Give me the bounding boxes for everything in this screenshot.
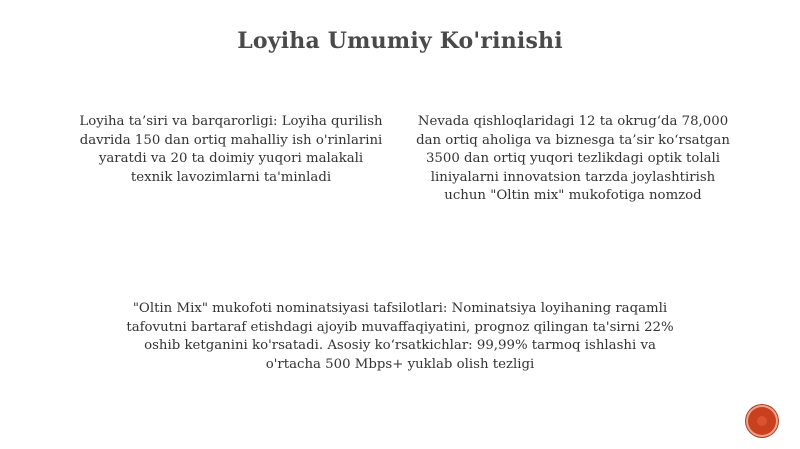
- text-block-impact: Loyiha ta’siri va barqarorligi: Loyiha qurilish davrida 150 dan ortiq mahalliy ish o'rinlarini yaratdi va 20 ta doimiy yuqori malakali texnik lavozimlarni ta'minladi: [79, 114, 383, 185]
- text-block-award-details: "Oltin Mix" mukofoti nominatsiyasi tafsilotlari: Nominatsiya loyihaning raqamli tafovutni bartaraf etishdagi ajoyib muvaffaqiyatini, prognoz qilingan ta'sirni 22% oshib ketganini ko'rsatadi. Asosiy ko‘rsatkichlar: 99,99% tarmoq ishlashi va o'rtacha 500 Mbps+ yuklab olish tezligi: [126, 301, 674, 372]
- text-block-nomination: Nevada qishloqlaridagi 12 ta okrug‘da 78,000 dan ortiq aholiga va biznesga ta’sir ko‘rsatgan 3500 dan ortiq yuqori tezlikdagi optik tolali liniyalarni innovatsion tarzda joylashtirish uchun "Oltin mix" mukofotiga nomzod: [416, 114, 730, 203]
- nav-button-icon: [755, 414, 769, 428]
- slide-nav-button[interactable]: [748, 407, 776, 435]
- slide-title: Loyiha Umumiy Ko'rinishi: [237, 28, 563, 54]
